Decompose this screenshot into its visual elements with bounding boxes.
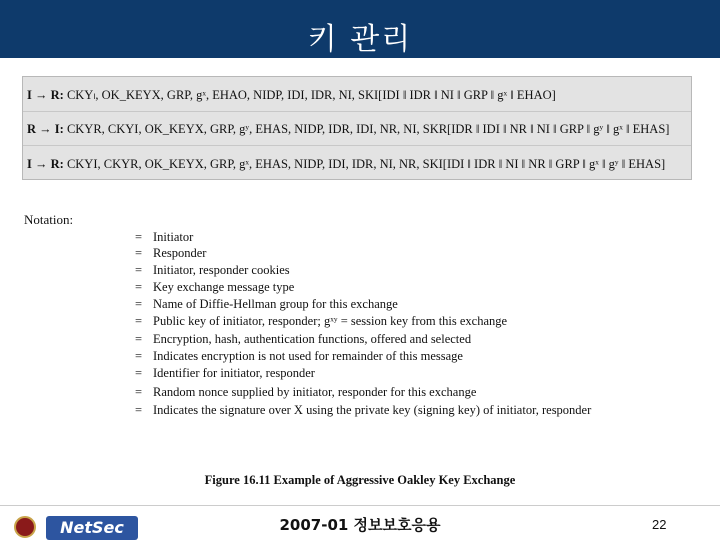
message-direction: R → I: — [27, 122, 64, 136]
notation-equals: = — [135, 246, 143, 260]
notation-definition: Encryption, hash, authentication functions, offered and selected — [153, 332, 472, 346]
notation-equals: = — [135, 297, 143, 311]
message-line-3 — [27, 157, 665, 172]
title-bar — [0, 0, 720, 58]
notation-definition: Initiator — [153, 230, 194, 244]
page-number: 22 — [652, 517, 667, 532]
notation-definition: Responder — [153, 246, 207, 260]
message-line-1 — [27, 87, 556, 103]
notation-definition: Identifier for initiator, responder — [153, 366, 315, 380]
notation-equals: = — [135, 349, 143, 363]
notation-equals: = — [135, 403, 143, 417]
notation-definition: Key exchange message type — [153, 280, 295, 294]
message-direction: I → R: — [27, 88, 64, 102]
slide-title: 키 관리 — [307, 22, 413, 57]
notation-definition: Indicates encryption is not used for remainder of this message — [153, 349, 463, 363]
notation-definition: Indicates the signature over X using the private key (signing key) of initiator, responder — [153, 403, 592, 417]
notation-equals: = — [135, 385, 143, 399]
notation-definition: Initiator, responder cookies — [153, 263, 290, 277]
notation-equals: = — [135, 263, 143, 277]
figure-caption: Figure 16.11 Example of Aggressive Oakley Key Exchange — [204, 473, 516, 487]
course-name: 2007-01 정보보호응용 — [279, 516, 441, 534]
notation-definition: Random nonce supplied by initiator, responder for this exchange — [153, 385, 477, 399]
message-line-2 — [27, 122, 669, 137]
notation-equals: = — [135, 332, 143, 346]
notation-definition: Public key of initiator, responder; gˣʸ = session key from this exchange — [153, 314, 508, 328]
message-direction: I → R: — [27, 157, 64, 171]
notation-equals: = — [135, 314, 143, 328]
divider — [23, 145, 691, 146]
notation-equals: = — [135, 366, 143, 380]
message-body: CKYI, CKYR, OK_KEYX, GRP, gˣ, EHAS, NIDP, IDI, IDR, NI, NR, SKI[IDI ‖ IDR ‖ NI ‖ NR ‖ GRP ‖ gˣ ‖ gʸ ‖ EHAS] — [66, 157, 666, 171]
message-exchange-box — [22, 76, 692, 180]
message-body: CKYₗ, OK_KEYX, GRP, gˣ, EHAO, NIDP, IDI, IDR, NI, SKI[IDI ‖ IDR ‖ NI ‖ GRP ‖ gˣ ‖ EHAO] — [66, 88, 556, 102]
notation-equals: = — [135, 230, 143, 244]
divider — [23, 111, 691, 112]
netsec-logo: NetSec — [46, 516, 138, 540]
notation-heading: Notation: — [24, 212, 74, 227]
notation-equals: = — [135, 280, 143, 294]
notation-definition: Name of Diffie-Hellman group for this exchange — [153, 297, 398, 311]
message-body: CKYR, CKYI, OK_KEYX, GRP, gʸ, EHAS, NIDP, IDR, IDI, NR, NI, SKR[IDR ‖ IDI ‖ NR ‖ NI ‖ GRP ‖ gʸ ‖ gˣ ‖ EHAS] — [66, 122, 670, 136]
